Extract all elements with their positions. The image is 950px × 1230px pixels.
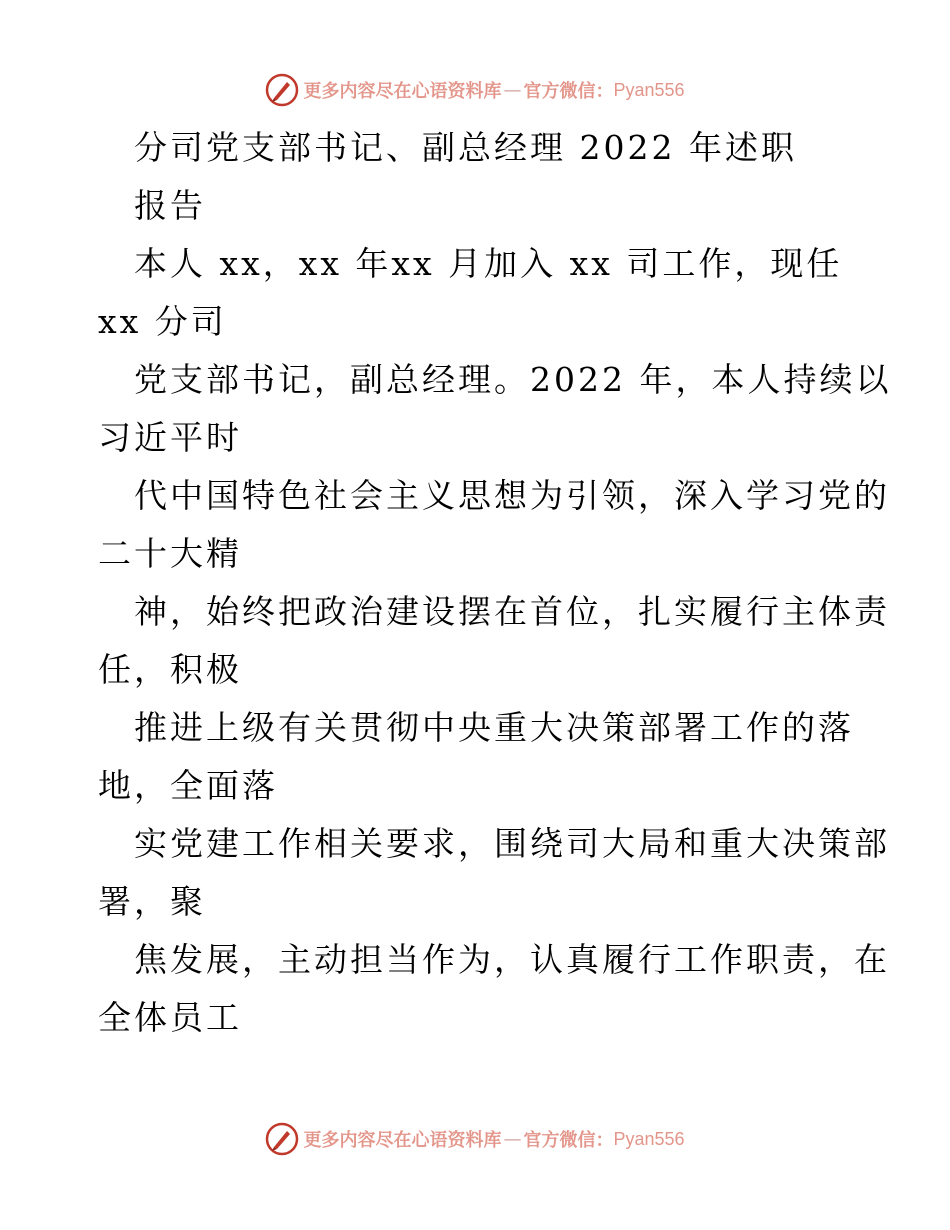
paragraph-line: 任，积极 <box>98 650 242 689</box>
banner-label: 官方微信： <box>523 1130 614 1151</box>
banner-wechat-id: Pyan556 <box>613 1128 685 1149</box>
paragraph-line: 代中国特色社会主义思想为引领，深入学习党的 <box>134 476 890 515</box>
quill-circle-icon <box>265 1122 299 1156</box>
paragraph-line: 二十大精 <box>98 534 242 573</box>
paragraph-line: 本人 xx，xx 年xx 月加入 xx 司工作，现任 <box>134 244 843 283</box>
paragraph-line: 党支部书记，副总经理。2022 年，本人持续以 <box>134 360 892 399</box>
paragraph-line: xx 分司 <box>98 302 227 341</box>
paragraph-line: 推进上级有关贯彻中央重大决策部署工作的落 <box>134 708 854 747</box>
banner-separator: — <box>503 1128 522 1150</box>
banner-wechat-id: Pyan556 <box>613 79 685 100</box>
banner-brand: 更多内容尽在心语资料库 <box>303 1130 502 1151</box>
paragraph-line: 全体员工 <box>98 998 242 1037</box>
paragraph-line: 神，始终把政治建设摆在首位，扎实履行主体责 <box>134 592 890 631</box>
banner-label: 官方微信： <box>523 81 614 102</box>
paragraph-line: 习近平时 <box>98 418 242 457</box>
banner-separator: — <box>503 79 522 101</box>
footer-banner <box>0 1119 950 1159</box>
paragraph-line: 焦发展，主动担当作为，认真履行工作职责，在 <box>134 940 890 979</box>
document-title-line-2: 报告 <box>134 186 206 225</box>
paragraph-line: 署，聚 <box>98 882 206 921</box>
paragraph-line: 地，全面落 <box>98 766 278 805</box>
paragraph-line: 实党建工作相关要求，围绕司大局和重大决策部 <box>134 824 890 863</box>
banner-brand: 更多内容尽在心语资料库 <box>303 81 502 102</box>
header-banner <box>0 70 950 110</box>
quill-circle-icon <box>265 73 299 107</box>
document-title-line-1: 分司党支部书记、副总经理 2022 年述职 <box>134 128 797 167</box>
